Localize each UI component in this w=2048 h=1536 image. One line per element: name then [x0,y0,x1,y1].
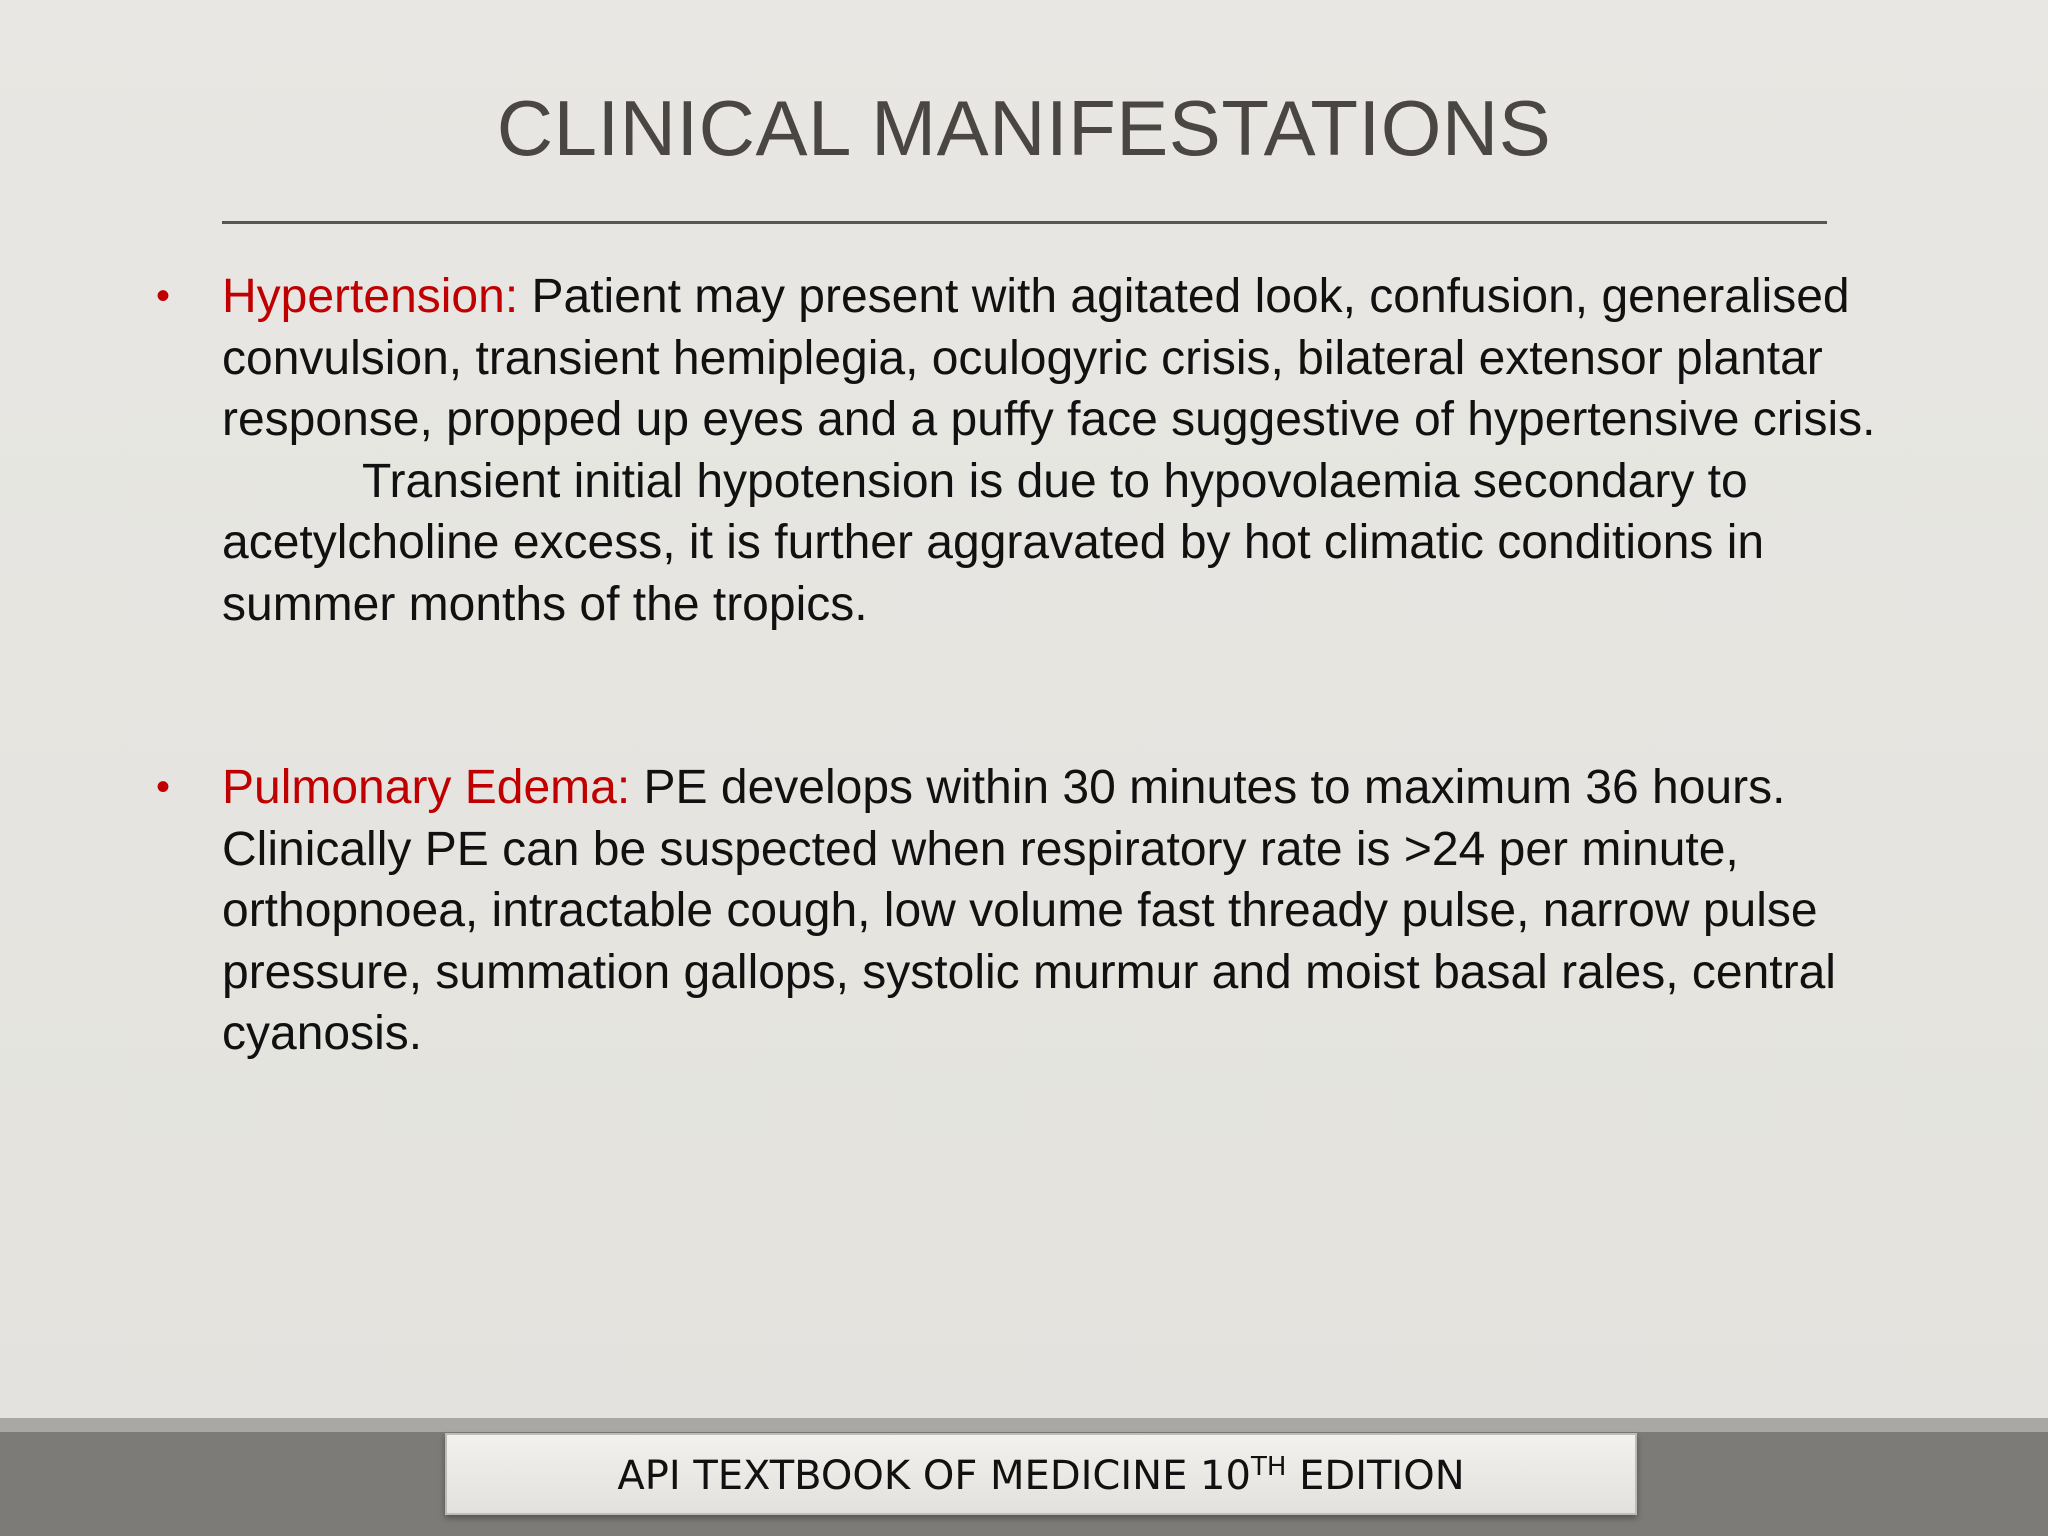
bullet-text: Patient may present with agitated look, confusion, generalised convulsion, transient hemiplegia, oculogyric crisis, bilateral extensor plantar response, propped up eyes and a puffy face suggestive of hypertensive crisis. [222,270,1876,446]
bullet-marker: • [156,274,171,318]
bullet-text: PE develops within 30 minutes to maximum 36 hours. Clinically PE can be suspected when respiratory rate is >24 per minute, orthopnoea, intractable cough, low volume fast thready pulse, narrow pulse pressure, summation gallops, systolic murmur and moist basal rales, central cyanosis. [222,761,1836,1060]
footer-text [617,1453,1464,1499]
bullet-hypertension [156,266,1942,635]
bullet-continuation: Transient initial hypotension is due to hypovolaemia secondary to acetylcholine excess, it is further aggravated by hot climatic conditions in summer months of the tropics. [222,454,1765,631]
footer-text-end: EDITION [1286,1453,1465,1499]
footer-text-main: API TEXTBOOK OF MEDICINE 10 [617,1453,1251,1499]
footer-label-box [445,1433,1637,1515]
footer-superscript: TH [1250,1452,1287,1482]
slide-title: CLINICAL MANIFESTATIONS [496,84,1552,172]
bullet-marker: • [156,765,171,809]
title-divider [222,221,1827,224]
bullet-pulmonary-edema [156,757,1942,1065]
bullet-term: Pulmonary Edema: [222,761,631,814]
bullet-term: Hypertension: [222,270,519,323]
